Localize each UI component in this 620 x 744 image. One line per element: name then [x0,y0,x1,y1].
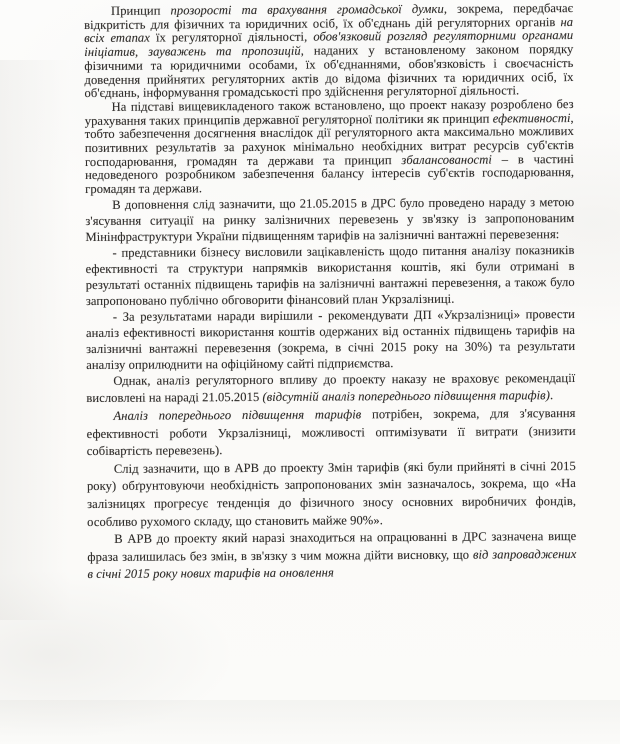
italic-text-run: від запроваджених в січні 2015 року нових тарифів на оновлення [87,546,577,582]
text-run: . [549,388,554,403]
text-run: В АРВ до проекту який наразі знаходиться на опрацюванні в ДРС зазначена вище фраза залишилась без змін, в зв'язку з чим можна дійти висновку, що [87,529,577,564]
text-run: – в частині недоведеного розробником забезпечення балансу інтересів суб'єктів господарювання, громадян та держави. [84,151,575,197]
text-run: потрібен, зокрема, для з'ясування ефективності роботи Укрзалізниці, можливості оптимізувати її витрати (знизити собівартість перевезень). [86,406,576,459]
italic-text-run: (відсутній аналіз попереднього підвищення тарифів) [262,388,550,405]
text-run: - За результатами наради вирішили - рекомендувати ДП «Укрзалізниці» провести аналіз ефективності використання коштів одержаних від останніх підвищень тарифів на залізничні вантажні перевезення (зокрема, в січні 2015 року на 30%) та результати аналізу оприлюднити на офіційному сайті підприємства. [85,306,576,372]
paragraph [84,2,574,101]
document-text [84,2,577,584]
paragraph [85,98,575,197]
paragraph [85,242,574,309]
italic-text-run: Аналіз попереднього підвищення тарифів [113,407,362,423]
text-run: , зокрема, передбачає відкритість для фізичних та юридичних осіб, їх об'єднань дій регуляторних органів [84,1,574,32]
paragraph [86,306,575,373]
italic-text-run: прозорості та врахування громадської думки [170,1,444,18]
paragraph [87,458,576,531]
italic-text-run: ефективності [492,110,571,126]
scan-noise-bottom [0,700,620,744]
text-run: В доповнення слід зазначити, що 21.05.2015 в ДРС було проведено нараду з метою з'ясування ситуації на ринку залізничних перевезень у зв'язку із запропонованим Мінінфраструктури України підвищенням тарифів на залізничні вантажні перевезення: [85,194,575,244]
text-run: , наданих у встановленому законом порядку фізичними та юридичними особами, їх об'єднаннями, обов'язковість і своєчасність доведення прийнятих регуляторних актів до відома фізичних та юридичних осіб, їх об'єднань, інформування громадськості про здійснення регуляторної діяльності. [84,42,574,101]
paragraph [85,194,574,245]
scan-noise-left [0,60,70,620]
text-run: Принцип [110,3,171,18]
italic-text-run: обов'язковий розгляд регуляторними органами ініціатив, зауважень та пропозицій [84,28,574,60]
italic-text-run: збалансованості [401,152,492,167]
paragraph [86,370,575,408]
text-run: Слід зазначити, що в АРВ до проекту Змін тарифів (які були прийняті в січні 2015 року) обґрунтовуючи необхідність запропонованих змін зазначалось, зокрема, що «На залізницях прогресує тенденція до фізичного зносу основних виробничих фондів, особливо рухомого складу, що становить майже 90%». [86,458,577,529]
text-run: , тобто забезпечення досягнення внаслідок дії регуляторного акта максимально можливих позитивних результатів за рахунок мінімально необхідних витрат ресурсів суб'єктів господарювання, громадян та держави та принцип [84,110,574,169]
paragraph [86,405,575,461]
text-run: їх регуляторної діяльності, [149,30,314,46]
italic-text-run: на всіх етапах [84,14,574,46]
text-run: - представники бізнесу висловили зацікавленість щодо питання аналізу показників ефективності та структури напрямків використання коштів, які були отримані в результаті останніх підвищень тарифів на залізничні вантажні перевезення, а також було запропоновано публічно обговорити фінансовий план Укрзалізниці. [85,242,575,308]
text-run: Однак, аналіз регуляторного впливу до проекту наказу не враховує рекомендації висловлені на нараді 21.05.2015 [86,370,576,406]
paragraph [87,528,576,584]
text-run: На підставі вищевикладеного також встановлено, що проект наказу розроблено без урахування таких принципів державної регуляторної політики як принцип [84,96,574,128]
